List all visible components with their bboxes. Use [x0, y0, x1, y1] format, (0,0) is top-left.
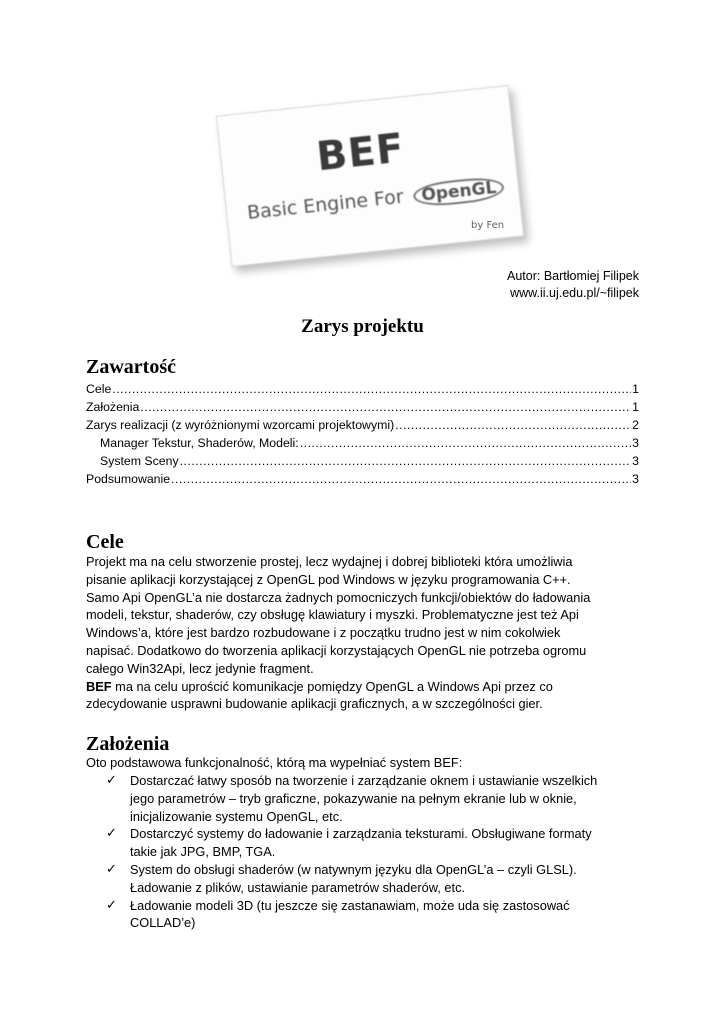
- cele-line: całego Win32Api, lecz jedynie fragment.: [86, 660, 314, 676]
- toc-entry-label: Założenia: [86, 400, 140, 414]
- list-item: [106, 772, 626, 825]
- opengl-logo-icon: OpenGL: [412, 175, 505, 208]
- toc-entry-label: Manager Tekstur, Shaderów, Modeli:: [100, 436, 299, 450]
- list-item: [106, 861, 626, 897]
- list-item: [106, 825, 626, 861]
- toc-entry-page: 1: [632, 400, 639, 414]
- author-url[interactable]: www.ii.uj.edu.pl/~filipek: [510, 286, 639, 300]
- list-item-line: jego parametrów – tryb graficzne, pokazywanie na pełnym ekranie lub w oknie,: [130, 790, 577, 806]
- toc-entry-cele[interactable]: [86, 380, 639, 398]
- zalozenia-heading: Założenia: [86, 733, 170, 755]
- toc-entry-page: 3: [632, 472, 639, 486]
- toc-entry-label: System Sceny: [100, 454, 179, 468]
- table-of-contents: [86, 380, 639, 488]
- cele-line: Windows’a, które jest bardzo rozbudowane i z początku trudno jest w nim cokolwiek: [86, 625, 561, 641]
- toc-entry-page: 2: [632, 418, 639, 432]
- cele-bef-line: [86, 678, 646, 696]
- cele-line: napisać. Dodatkowo do tworzenia aplikacji korzystających OpenGL nie potrzeba ogromu: [86, 642, 587, 658]
- checkmark-icon: ✓: [106, 897, 117, 913]
- zalozenia-list: [106, 772, 626, 932]
- list-item-line: System do obsługi shaderów (w natywnym języku dla OpenGL’a – czyli GLSL).: [130, 861, 577, 877]
- cele-heading: Cele: [86, 531, 124, 553]
- logo-byline: by Fen: [471, 220, 505, 231]
- toc-leader-dots: [171, 470, 631, 488]
- toc-leader-dots: [180, 452, 632, 470]
- cele-body: [86, 553, 646, 713]
- logo-subtitle-text: Basic Engine For: [246, 185, 405, 224]
- list-item-line: Ładowanie z plików, ustawianie parametrów shaderów, etc.: [130, 879, 466, 895]
- toc-leader-dots: [300, 434, 631, 452]
- cele-line: pisanie aplikacji korzystającej z OpenGL pod Windows w języku programowania C++.: [86, 571, 571, 587]
- list-item-line: Dostarczyć systemy do ładowanie i zarządzania teksturami. Obsługiwane formaty: [130, 826, 592, 842]
- cele-bef-rest: ma na celu uprościć komunikacje pomiędzy OpenGL a Windows Api przez co: [111, 678, 553, 694]
- list-item: [106, 897, 626, 933]
- list-item-line: Ładowanie modeli 3D (tu jeszcze się zastanawiam, może uda się zastosować: [130, 897, 570, 913]
- cele-line: zdecydowanie usprawni budowanie aplikacji graficznych, a w szczególności gier.: [86, 696, 543, 712]
- toc-leader-dots: [140, 398, 631, 416]
- toc-entry-podsumowanie[interactable]: [86, 470, 639, 488]
- logo-card: [216, 85, 524, 267]
- list-item-line: COLLAD’e): [130, 915, 196, 931]
- checkmark-icon: ✓: [106, 826, 117, 842]
- cele-line: modeli, tekstur, shaderów, czy obsługę klawiatury i myszki. Problematyczne jest też Api: [86, 607, 579, 623]
- toc-entry-system-sceny[interactable]: [86, 452, 639, 470]
- list-item-line: Dostarczać łatwy sposób na tworzenie i zarządzanie oknem i ustawianie wszelkich: [130, 773, 598, 788]
- toc-entry-label: Cele: [86, 382, 112, 396]
- zalozenia-intro: Oto podstawowa funkcjonalność, którą ma wypełniać system BEF:: [86, 755, 463, 770]
- bef-bold: BEF: [86, 678, 112, 694]
- author-name: Autor: Bartłomiej Filipek: [507, 269, 639, 283]
- list-item-line: takie jak JPG, BMP, TGA.: [130, 844, 276, 860]
- document-title: Zarys projektu: [301, 316, 424, 337]
- checkmark-icon: ✓: [106, 773, 117, 788]
- author-block: [507, 268, 639, 302]
- toc-entry-label: Podsumowanie: [86, 472, 171, 486]
- logo-subtitle: [246, 175, 505, 226]
- toc-entry-manager-tekstur[interactable]: [86, 434, 639, 452]
- toc-entry-zarys-realizacji[interactable]: [86, 416, 639, 434]
- toc-entry-page: 3: [632, 436, 639, 450]
- toc-leader-dots: [395, 416, 631, 434]
- logo-title: BEF: [314, 125, 407, 181]
- checkmark-icon: ✓: [106, 861, 117, 877]
- toc-entry-page: 1: [632, 382, 639, 396]
- list-item-line: inicjalizowanie systemu OpenGL, etc.: [130, 808, 343, 824]
- toc-leader-dots: [112, 380, 631, 398]
- toc-entry-page: 3: [632, 454, 639, 468]
- toc-entry-label: Zarys realizacji (z wyróżnionymi wzorcami projektowymi): [86, 418, 395, 432]
- toc-entry-zalozenia[interactable]: [86, 398, 639, 416]
- toc-heading: Zawartość: [86, 356, 176, 378]
- cele-line: Projekt ma na celu stworzenie prostej, lecz wydajnej i dobrej biblioteki która umożliwia: [86, 554, 573, 569]
- cele-line: Samo Api OpenGL’a nie dostarcza żadnych pomocniczych funkcji/obiektów do ładowania: [86, 589, 591, 605]
- bef-logo: [205, 70, 525, 270]
